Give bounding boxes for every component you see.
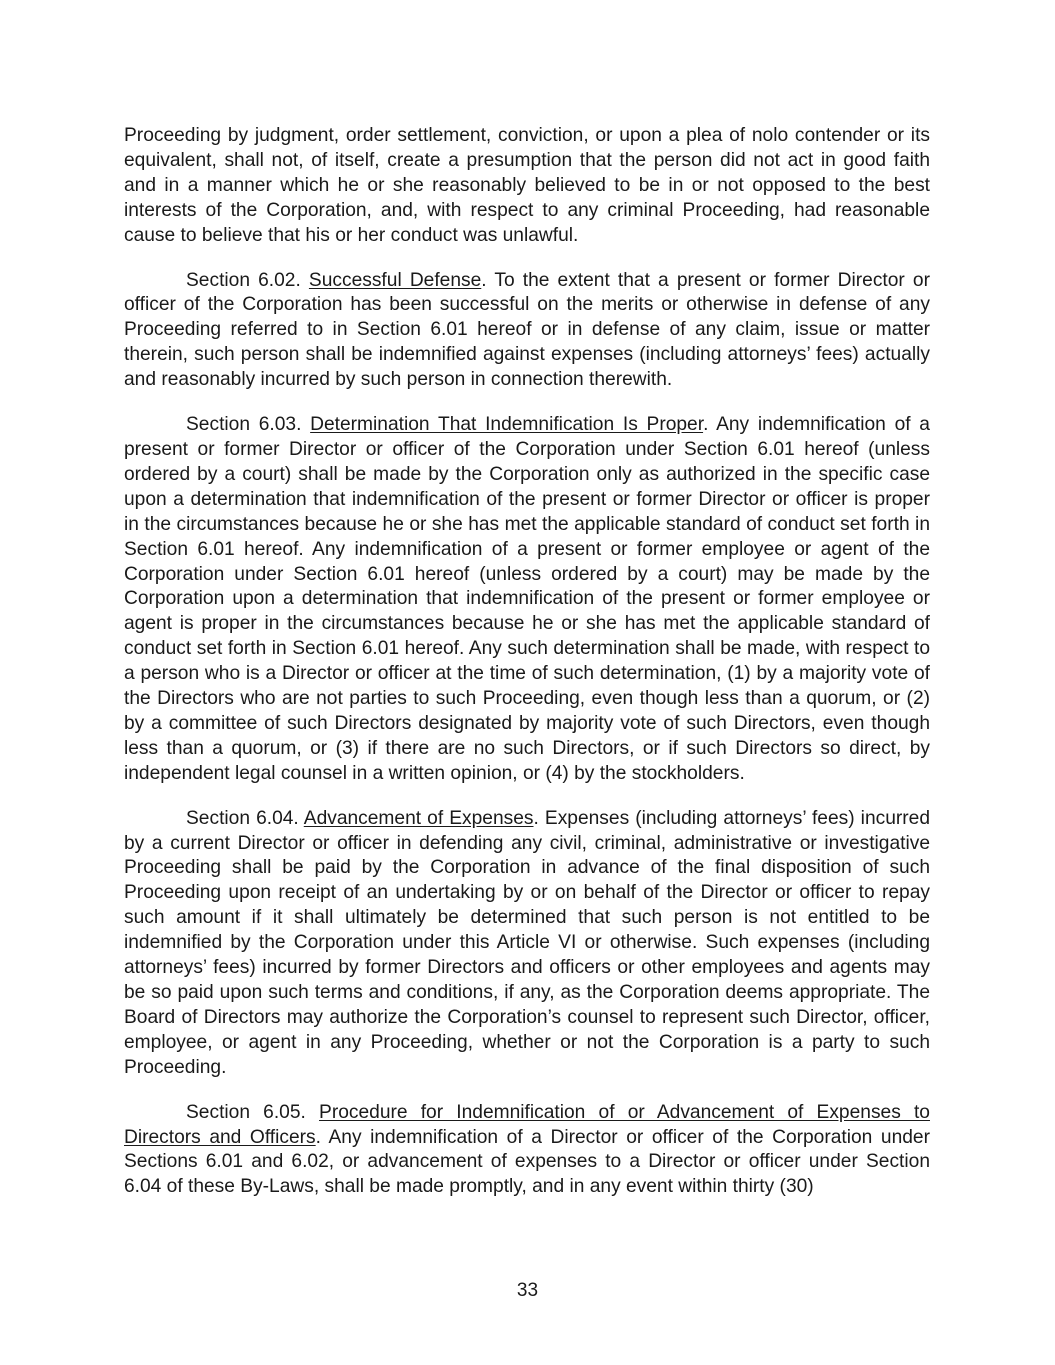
section-heading: Determination That Indemnification Is Proper [310, 414, 704, 436]
section-number: Section 6.02. [186, 269, 301, 291]
section-number: Section 6.04. [186, 807, 299, 829]
section-6-02-paragraph [124, 269, 930, 394]
page-number: 33 [516, 1280, 539, 1301]
document-page [124, 124, 930, 1220]
section-heading: Advancement of Expenses [303, 807, 534, 829]
paragraph-text: Proceeding by judgment, order settlement, conviction, or upon a plea of nolo contender or its equivalent, shall not, of itself, create a presumption that the person did not act in good faith and in a manner which he or she reasonably believed to be in or not opposed to the best interests of the Corporation, and, with respect to any criminal Proceeding, had reasonable cause to believe that his or her conduct was unlawful. [124, 125, 930, 246]
section-6-03-paragraph [124, 413, 930, 787]
section-6-04-paragraph [124, 807, 930, 1081]
paragraph-text: . Any indemnification of a present or former Director or officer of the Corporation under Section 6.01 hereof (unless ordered by a court) shall be made by the Corporation only as authorized in the specific case upon a determination that indemnification of the present or former Director or officer is proper in the circumstances because he or she has met the applicable standard of conduct set forth in Section 6.01 hereof. Any indemnification of a present or former employee or agent of the Corporation under Section 6.01 hereof (unless ordered by a court) may be made by the Corporation upon a determination that indemnification of the present or former employee or agent is proper in the circumstances because he or she has met the applicable standard of conduct set forth in Section 6.01 hereof. Any such determination shall be made, with respect to a person who is a Director or officer at the time of such determination, (1) by a majority vote of the Directors who are not parties to such Proceeding, even though less than a quorum, or (2) by a committee of such Directors designated by majority vote of such Directors, even though less than a quorum, or (3) if there are no such Directors, or if such Directors so direct, by independent legal counsel in a written opinion, or (4) by the stockholders. [124, 414, 930, 784]
section-heading: Successful Defense [308, 269, 482, 291]
section-number: Section 6.03. [186, 414, 302, 436]
paragraph-text: . Expenses (including attorneys’ fees) incurred by a current Director or officer in defending any civil, criminal, administrative or investigative Proceeding shall be paid by the Corporation in advance of the final disposition of such Proceeding upon receipt of an undertaking by or on behalf of the Director or officer to repay such amount if it shall ultimately be determined that such person is not entitled to be indemnified by the Corporation under this Article VI or otherwise. Such expenses (including attorneys’ fees) incurred by former Directors and officers or other employees and agents may be so paid upon such terms and conditions, if any, as the Corporation deems appropriate. The Board of Directors may authorize the Corporation’s counsel to represent such Director, officer, employee, or agent in any Proceeding, whether or not the Corporation is a party to such Proceeding. [124, 807, 930, 1078]
section-6-05-paragraph [124, 1101, 930, 1201]
section-number: Section 6.05. [186, 1101, 306, 1123]
paragraph-text: . Any indemnification of a Director or officer of the Corporation under Sections 6.01 and 6.02, or advancement of expenses to a Director or officer under Section 6.04 of these By-Laws, shall be made promptly, and in any event within thirty (30) [124, 1126, 930, 1198]
paragraph-text: . To the extent that a present or former Director or officer of the Corporation has been successful on the merits or otherwise in defense of any Proceeding referred to in Section 6.01 hereof or in defense of any claim, issue or matter therein, such person shall be indemnified against expenses (including attorneys’ fees) actually and reasonably incurred by such person in connection therewith. [124, 269, 930, 391]
section-heading: Procedure for Indemnification of or Advancement of Expenses to Directors and Officers [124, 1101, 930, 1148]
paragraph-continuation [124, 124, 930, 249]
